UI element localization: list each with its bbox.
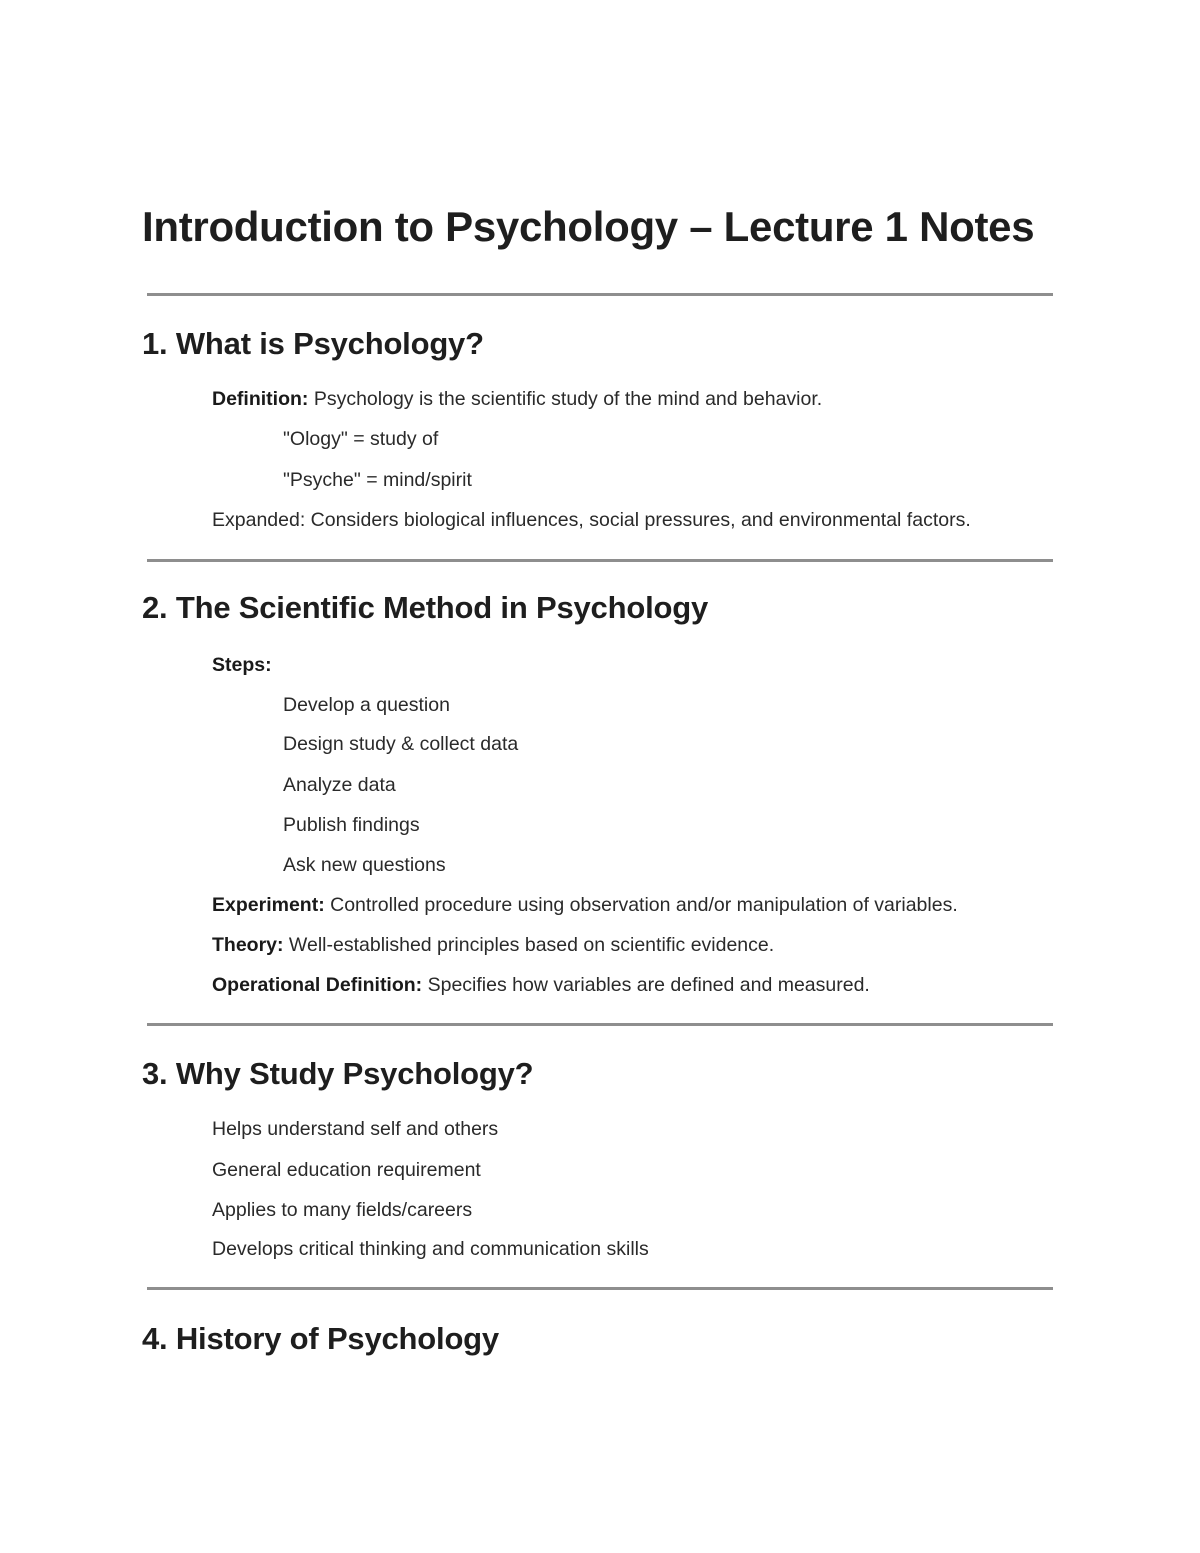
divider: [147, 1023, 1053, 1026]
list-item: Applies to many fields/careers: [212, 1199, 473, 1221]
section-heading-2: 2. The Scientific Method in Psychology: [142, 590, 708, 625]
term-text: Specifies how variables are defined and measured.: [422, 974, 870, 996]
section-heading-4: 4. History of Psychology: [142, 1321, 499, 1356]
term-label: Experiment:: [212, 894, 325, 916]
definition-label: Definition:: [212, 388, 309, 410]
section-heading-3: 3. Why Study Psychology?: [142, 1056, 534, 1091]
term-label: Operational Definition:: [212, 974, 423, 996]
term-theory: [212, 934, 774, 957]
term-experiment: [212, 894, 958, 917]
definition-text: Psychology is the scientific study of the mind and behavior.: [308, 388, 823, 410]
expanded-line: Expanded: Considers biological influences, social pressures, and environmental factors.: [212, 509, 971, 531]
divider: [147, 293, 1053, 296]
list-item: Design study & collect data: [283, 733, 519, 755]
list-item: "Ology" = study of: [283, 428, 439, 450]
list-item: Ask new questions: [283, 854, 446, 876]
term-operational-definition: [212, 974, 870, 997]
steps-label: Steps:: [212, 654, 272, 676]
term-text: Controlled procedure using observation and/or manipulation of variables.: [324, 894, 958, 916]
list-item: Analyze data: [283, 774, 396, 796]
section-heading-1: 1. What is Psychology?: [142, 326, 484, 361]
divider: [147, 1287, 1053, 1290]
list-item: "Psyche" = mind/spirit: [283, 469, 472, 491]
list-item: Helps understand self and others: [212, 1118, 499, 1140]
list-item: Publish findings: [283, 814, 420, 836]
list-item: Develops critical thinking and communication skills: [212, 1238, 649, 1260]
term-text: Well-established principles based on scientific evidence.: [283, 934, 775, 956]
page-title: Introduction to Psychology – Lecture 1 Notes: [142, 203, 1035, 250]
list-item: General education requirement: [212, 1159, 481, 1181]
divider: [147, 559, 1053, 562]
definition-line: [212, 388, 822, 411]
term-label: Theory:: [212, 934, 284, 956]
list-item: Develop a question: [283, 694, 450, 716]
